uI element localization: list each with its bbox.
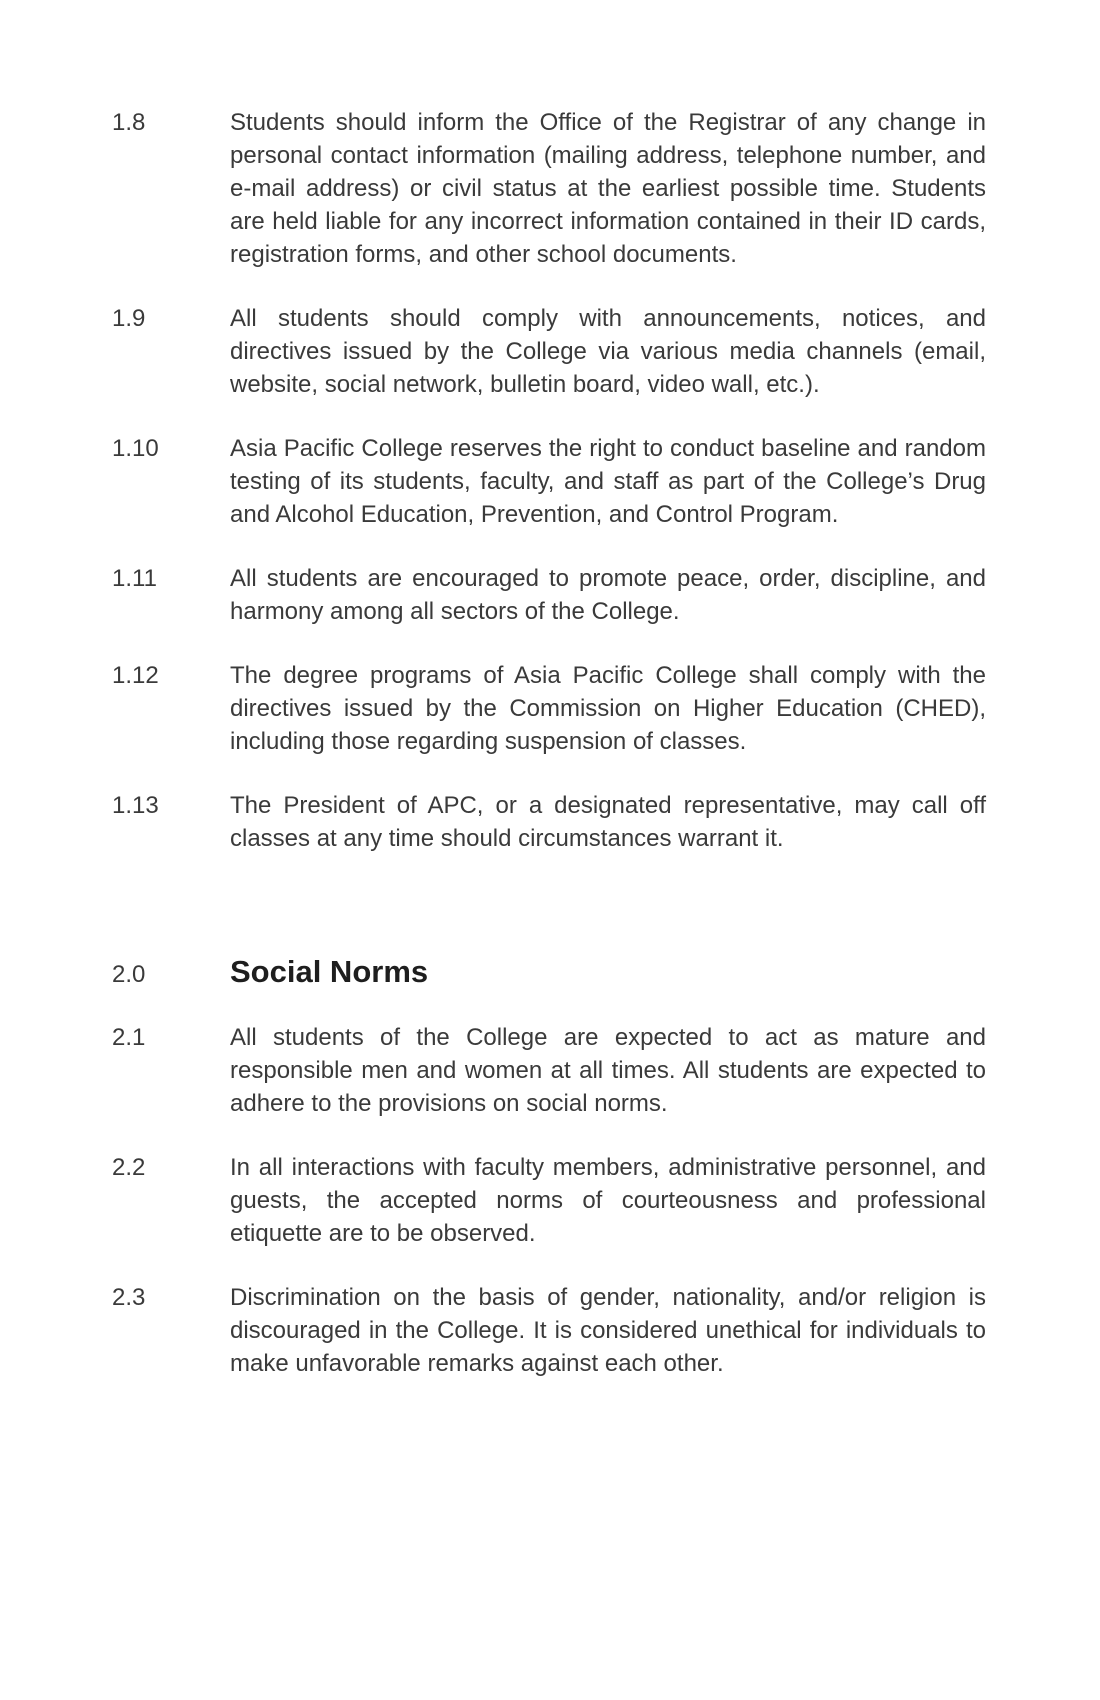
clause-number: 2.1 [112, 1024, 146, 1051]
clause-text: Asia Pacific College reserves the right to conduct baseline and random testing of its students, faculty, and staff as part of the College’s Drug and Alcohol Education, Prevention, and Control Program. [230, 435, 986, 528]
clause-2-2 [112, 1151, 986, 1250]
clause-1-13 [112, 789, 986, 855]
clause-text: All students are encouraged to promote peace, order, discipline, and harmony among all sectors of the College. [230, 565, 986, 625]
clause-1-9 [112, 302, 986, 401]
clause-text: In all interactions with faculty members, administrative personnel, and guests, the accepted norms of courteousness and professional etiquette are to be observed. [230, 1154, 986, 1247]
section-spacer [112, 886, 986, 952]
clause-1-10 [112, 432, 986, 531]
clause-1-8 [112, 106, 986, 271]
clause-2-1 [112, 1021, 986, 1120]
section-title: Social Norms [230, 954, 429, 989]
section-heading [112, 952, 986, 995]
clause-number: 1.11 [112, 565, 157, 592]
clause-text: All students of the College are expected to act as mature and responsible men and women at all times. All students are expected to adhere to the provisions on social norms. [230, 1024, 986, 1117]
clause-number: 1.12 [112, 662, 159, 689]
clause-number: 1.9 [112, 305, 146, 332]
clause-number: 1.13 [112, 792, 159, 819]
clause-number: 2.3 [112, 1284, 146, 1311]
clause-number: 1.8 [112, 109, 146, 136]
clause-number: 2.2 [112, 1154, 146, 1181]
clause-text: All students should comply with announcements, notices, and directives issued by the College via various media channels (email, website, social network, bulletin board, video wall, etc.). [230, 305, 986, 398]
clause-text: The President of APC, or a designated representative, may call off classes at any time should circumstances warrant it. [230, 792, 986, 852]
section-number: 2.0 [112, 961, 146, 988]
clause-text: The degree programs of Asia Pacific College shall comply with the directives issued by the Commission on Higher Education (CHED), including those regarding suspension of classes. [230, 662, 986, 755]
clause-text: Students should inform the Office of the Registrar of any change in personal contact information (mailing address, telephone number, and e-mail address) or civil status at the earliest possible time. Students are held liable for any incorrect information contained in their ID cards, registration forms, and other school documents. [230, 109, 986, 268]
clause-text: Discrimination on the basis of gender, nationality, and/or religion is discouraged in the College. It is considered unethical for individuals to make unfavorable remarks against each other. [230, 1284, 986, 1377]
clause-1-11 [112, 562, 986, 628]
clause-number: 1.10 [112, 435, 159, 462]
clause-2-3 [112, 1281, 986, 1380]
clause-1-12 [112, 659, 986, 758]
